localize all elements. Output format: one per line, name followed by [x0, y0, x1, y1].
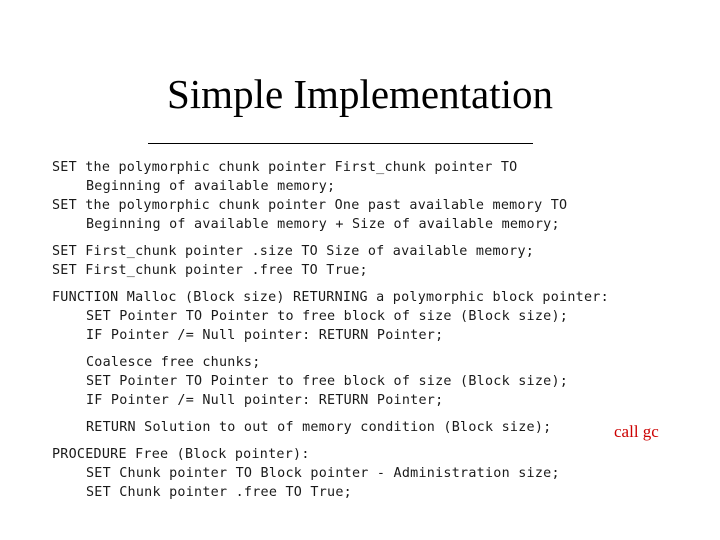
code-line: Coalesce free chunks;	[86, 355, 261, 370]
code-line: FUNCTION Malloc (Block size) RETURNING a polymorphic block pointer:	[52, 290, 609, 305]
code-line: SET Chunk pointer TO Block pointer - Administration size;	[86, 466, 560, 481]
code-line: IF Pointer /= Null pointer: RETURN Pointer;	[86, 393, 444, 408]
code-spacer	[52, 345, 672, 353]
code-spacer	[52, 280, 672, 288]
code-line: SET First_chunk pointer .free TO True;	[52, 263, 368, 278]
code-line: SET Chunk pointer .free TO True;	[86, 485, 352, 500]
code-line: SET First_chunk pointer .size TO Size of available memory;	[52, 244, 535, 259]
pseudocode-block	[52, 158, 672, 502]
code-line: SET Pointer TO Pointer to free block of size (Block size);	[86, 309, 569, 324]
code-line: SET the polymorphic chunk pointer First_chunk pointer TO	[52, 160, 518, 175]
code-line: Beginning of available memory;	[86, 179, 336, 194]
code-spacer	[52, 437, 672, 445]
code-line: SET the polymorphic chunk pointer One past available memory TO	[52, 198, 568, 213]
code-line: SET Pointer TO Pointer to free block of size (Block size);	[86, 374, 569, 389]
slide-title: Simple Implementation	[166, 71, 554, 117]
code-line: Beginning of available memory + Size of available memory;	[86, 217, 560, 232]
code-spacer	[52, 234, 672, 242]
code-line: RETURN Solution to out of memory condition (Block size);	[86, 420, 552, 435]
code-spacer	[52, 410, 672, 418]
code-line: PROCEDURE Free (Block pointer):	[52, 447, 310, 462]
call-gc-annotation: call gc	[614, 422, 659, 441]
title-underline	[148, 143, 533, 144]
code-line: IF Pointer /= Null pointer: RETURN Pointer;	[86, 328, 444, 343]
